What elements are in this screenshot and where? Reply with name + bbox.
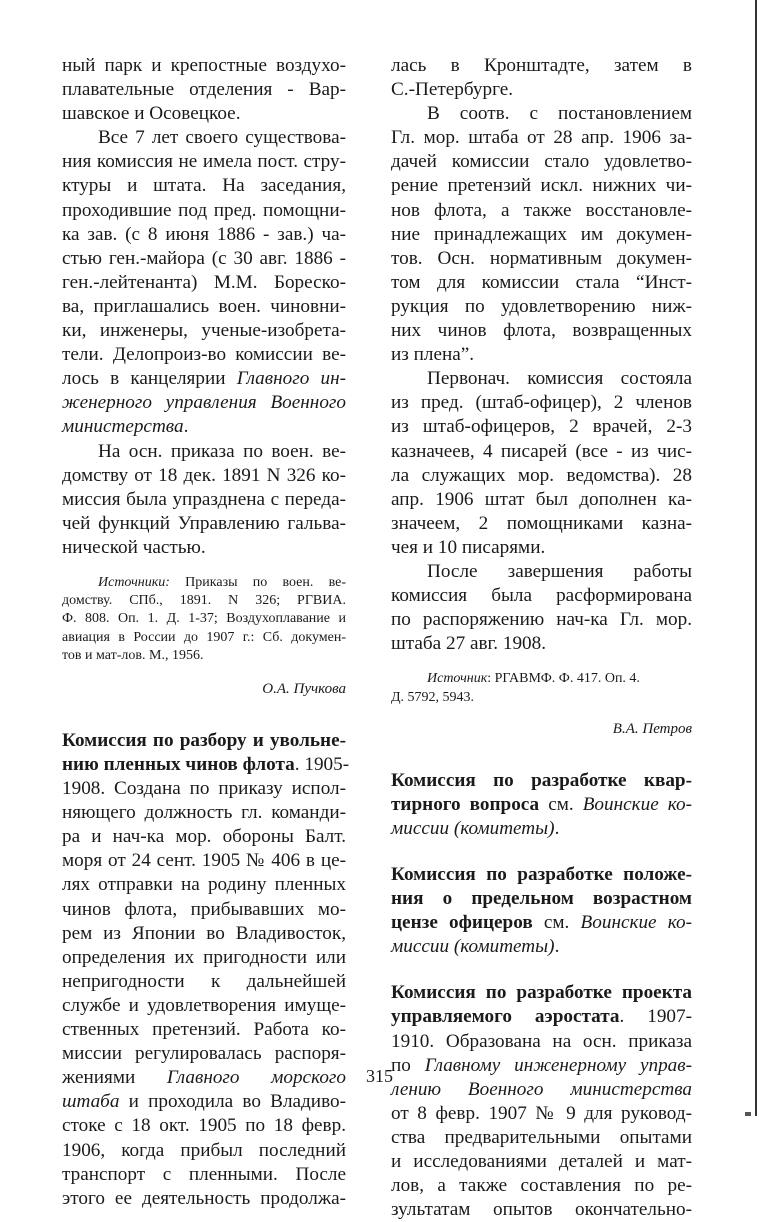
entry-crossref <box>391 769 692 841</box>
text-line: рение претензий искл. нижних чи- <box>391 175 692 197</box>
text-line: ние принадлежащих им докумен- <box>391 223 692 245</box>
text-line <box>62 1066 346 1090</box>
text-line: по распоряжению нач-ка Гл. мор. <box>391 609 692 631</box>
text-line: и исследованиями деталей и мат- <box>391 1151 692 1173</box>
text-line: На осн. приказа по воен. ве- <box>98 440 346 462</box>
entry-article <box>391 981 692 1222</box>
text-line: ный парк и крепостные воздухо- <box>62 55 346 76</box>
entry-title <box>391 769 692 793</box>
text-line: том для комиссии стала “Инст- <box>391 271 692 293</box>
crossref-link[interactable]: миссии (комитеты) <box>391 817 555 839</box>
text-line: Первонач. комиссия состояла <box>427 368 692 390</box>
text-line: рукция по удовлетворению ниж- <box>391 295 692 317</box>
crossref-link[interactable]: Воинские ко- <box>580 912 692 934</box>
entry-title <box>391 863 692 887</box>
scan-artifact <box>745 1112 751 1116</box>
text-line: лях отправки на родину пленных <box>62 874 346 896</box>
text-line: миссии регулировалась распоря- <box>62 1043 346 1065</box>
sources-line: авиация в России до 1907 г.: Сб. докумен- <box>62 629 346 645</box>
text-line: чея и 10 писарями. <box>391 536 546 558</box>
text-span: . <box>554 936 560 958</box>
crossref-link[interactable]: миссии (комитеты) <box>391 936 555 958</box>
text-line: рем из Японии во Владивосток, <box>62 922 346 944</box>
text-line <box>62 391 346 415</box>
text-line: значеем, 2 помощниками казна- <box>391 512 692 534</box>
entry-title-bold: цензе офицеров <box>391 912 533 934</box>
text-line: 1910. Образована на осн. приказа <box>391 1030 692 1052</box>
text-line: штаба 27 авг. 1908. <box>391 633 547 655</box>
sources-line <box>391 670 692 688</box>
text-line: шавское и Осовецкое. <box>62 103 241 125</box>
text-span: и проходила во Владиво- <box>119 1091 346 1113</box>
text-span: см. <box>539 793 583 815</box>
text-line: из пред. (штаб-офицер), 2 членов <box>391 392 692 414</box>
text-line <box>62 415 346 439</box>
left-column <box>62 54 350 1211</box>
text-line: апр. 1906 штат был дополнен ка- <box>391 488 692 510</box>
sources-block <box>62 574 346 665</box>
text-line: Все 7 лет своего существова- <box>98 127 346 149</box>
text-span: лось в канцелярии <box>62 368 237 390</box>
text-line: ва, приглашались воен. чиновни- <box>62 295 346 317</box>
italic-reference: штаба <box>62 1091 120 1113</box>
text-line: ственных претензий. Работа ко- <box>62 1019 346 1041</box>
entry-crossref <box>391 863 692 959</box>
text-line: 1906, когда прибыл последний <box>62 1139 346 1161</box>
text-span: . <box>183 416 189 438</box>
text-line: моря от 24 сент. 1905 № 406 в це- <box>62 850 346 872</box>
entry-title-bold: Комиссия по разбору и увольне- <box>62 729 346 751</box>
entry-title <box>391 1005 692 1029</box>
italic-reference: министерства <box>62 416 184 438</box>
text-line: от 8 февр. 1907 № 9 для руковод- <box>391 1102 692 1124</box>
text-line <box>391 911 692 935</box>
text-line: няющего должность гл. команди- <box>62 802 346 824</box>
italic-reference: женерного управления Военного <box>62 392 346 414</box>
sources-block <box>391 670 692 706</box>
text-line: зультатам опытов окончательно- <box>391 1199 692 1221</box>
text-line: ка зав. (с 8 июня 1886 - зав.) ча- <box>62 223 346 245</box>
crossref-link[interactable]: Воинские ко- <box>582 793 692 815</box>
text-line: ктуры и штата. На заседания, <box>62 175 346 197</box>
text-line: чей функций Управлению гальва- <box>62 512 346 534</box>
text-line: транспорт с пленными. После <box>62 1163 346 1185</box>
right-column <box>391 54 692 1222</box>
entry-article <box>62 729 350 1211</box>
entry-title-bold: Комиссия по разработке проекта <box>391 982 692 1004</box>
text-line: ки, инженеры, ученые-изобрета- <box>62 320 346 342</box>
text-line: службе и удовлетворения имуще- <box>62 994 346 1016</box>
text-line: нической частью. <box>62 536 206 558</box>
text-line <box>391 1078 692 1102</box>
text-line: В соотв. с постановлением <box>427 103 692 125</box>
text-line: нов флота, а также восстановле- <box>391 199 692 221</box>
text-span: см. <box>532 912 581 934</box>
entry-title <box>62 753 350 777</box>
text-line: этого ее деятельность продолжа- <box>62 1187 346 1209</box>
text-line: определения их пригодности или <box>62 946 346 968</box>
text-line: После завершения работы <box>427 560 692 582</box>
text-line <box>391 817 692 841</box>
entry-title <box>62 729 346 753</box>
sources-line: домству. СПб., 1891. N 326; РГВИА. <box>62 593 346 609</box>
scan-edge-rule <box>755 0 757 1116</box>
entry-title-bold: Комиссия по разработке квар- <box>391 769 692 791</box>
italic-reference: лению Военного министерства <box>391 1078 692 1100</box>
sources-line <box>62 574 346 592</box>
text-line <box>62 1090 346 1114</box>
text-line: ген.-лейтенанта) М.М. Бореско- <box>62 271 346 293</box>
sources-line: Д. 5792, 5943. <box>391 689 475 705</box>
text-span: . 1907- <box>619 1006 692 1028</box>
text-line: стоке с 18 окт. 1905 по 18 февр. <box>62 1115 346 1137</box>
text-line: ра и нач-ка мор. обороны Балт. <box>62 826 346 848</box>
text-line <box>391 935 692 959</box>
entry-title-bold: тирного вопроса <box>391 793 540 815</box>
text-line: 1908. Создана по приказу испол- <box>62 778 346 800</box>
sources-line: тов и мат-лов. М., 1956. <box>62 647 204 663</box>
text-line <box>62 367 346 391</box>
text-line: ния комиссия не имела пост. стру- <box>62 151 346 173</box>
author-signature: О.А. Пучкова <box>262 680 346 697</box>
text-span: . <box>554 817 560 839</box>
text-line: лась в Кронштадте, затем в <box>391 55 692 76</box>
entry-title <box>391 981 692 1005</box>
text-line: чинов флота, прибывавших мо- <box>62 898 346 920</box>
author-signature: В.А. Петров <box>612 720 692 737</box>
italic-reference: Главного морского <box>166 1067 346 1089</box>
text-line: тели. Делопроиз-во комиссии ве- <box>62 344 346 366</box>
text-line: них чинов флота, возвращенных <box>391 320 692 342</box>
text-line: ства предварительными опытами <box>391 1126 692 1148</box>
text-line: плавательные отделения - Вар- <box>62 79 346 101</box>
text-line: тов. Осн. нормативным докумен- <box>391 247 692 269</box>
entry-title-bold: нию пленных чинов флота <box>62 754 295 775</box>
text-span: . 1905- <box>294 754 350 775</box>
page-number: 315 <box>366 1066 393 1086</box>
text-line: стью ген.-майора (с 30 авг. 1886 - <box>62 247 346 269</box>
text-line: из плена”. <box>391 344 475 366</box>
text-line: из штаб-офицеров, 2 врачей, 2-3 <box>391 416 692 438</box>
text-span: : РГАВМФ. Ф. 417. Оп. 4. <box>487 671 640 687</box>
sources-label: Источники: <box>98 574 170 590</box>
text-span: жениями <box>62 1067 167 1089</box>
entry-title-bold: управляемого аэростата <box>391 1006 620 1028</box>
text-span: Приказы по воен. ве- <box>169 574 346 590</box>
text-line: лов, а также составления по ре- <box>391 1175 692 1197</box>
text-line: комиссия была расформирована <box>391 585 692 607</box>
text-line: Гл. мор. штаба от 28 апр. 1906 за- <box>391 127 692 149</box>
text-line: миссия была упразднена с переда- <box>62 488 346 510</box>
text-line: казначеев, 4 писарей (все - из чис- <box>391 440 692 462</box>
text-line <box>391 1054 692 1078</box>
sources-line: Ф. 808. Оп. 1. Д. 1-37; Воздухоплавание и <box>62 611 346 627</box>
text-line: домству от 18 дек. 1891 N 326 ко- <box>62 464 346 486</box>
entry-title-bold: Комиссия по разработке положе- <box>391 864 692 885</box>
italic-reference: Главному инженерному управ- <box>424 1054 692 1076</box>
text-line: ла служащих мор. ведомства). 28 <box>391 464 692 486</box>
italic-reference: Главного ин- <box>236 368 346 390</box>
text-line: проходившие под пред. помощни- <box>62 199 346 221</box>
text-line: непригодности к дальнейшей <box>62 970 346 992</box>
text-line <box>391 793 692 817</box>
text-line: С.-Петербурге. <box>391 79 514 101</box>
entry-title-bold: ния о предельном возрастном <box>391 888 692 910</box>
text-span: по <box>391 1054 425 1076</box>
entry-title <box>391 887 692 911</box>
sources-label: Источник <box>427 671 488 687</box>
text-line: дачей комиссии стало удовлетво- <box>391 151 692 173</box>
